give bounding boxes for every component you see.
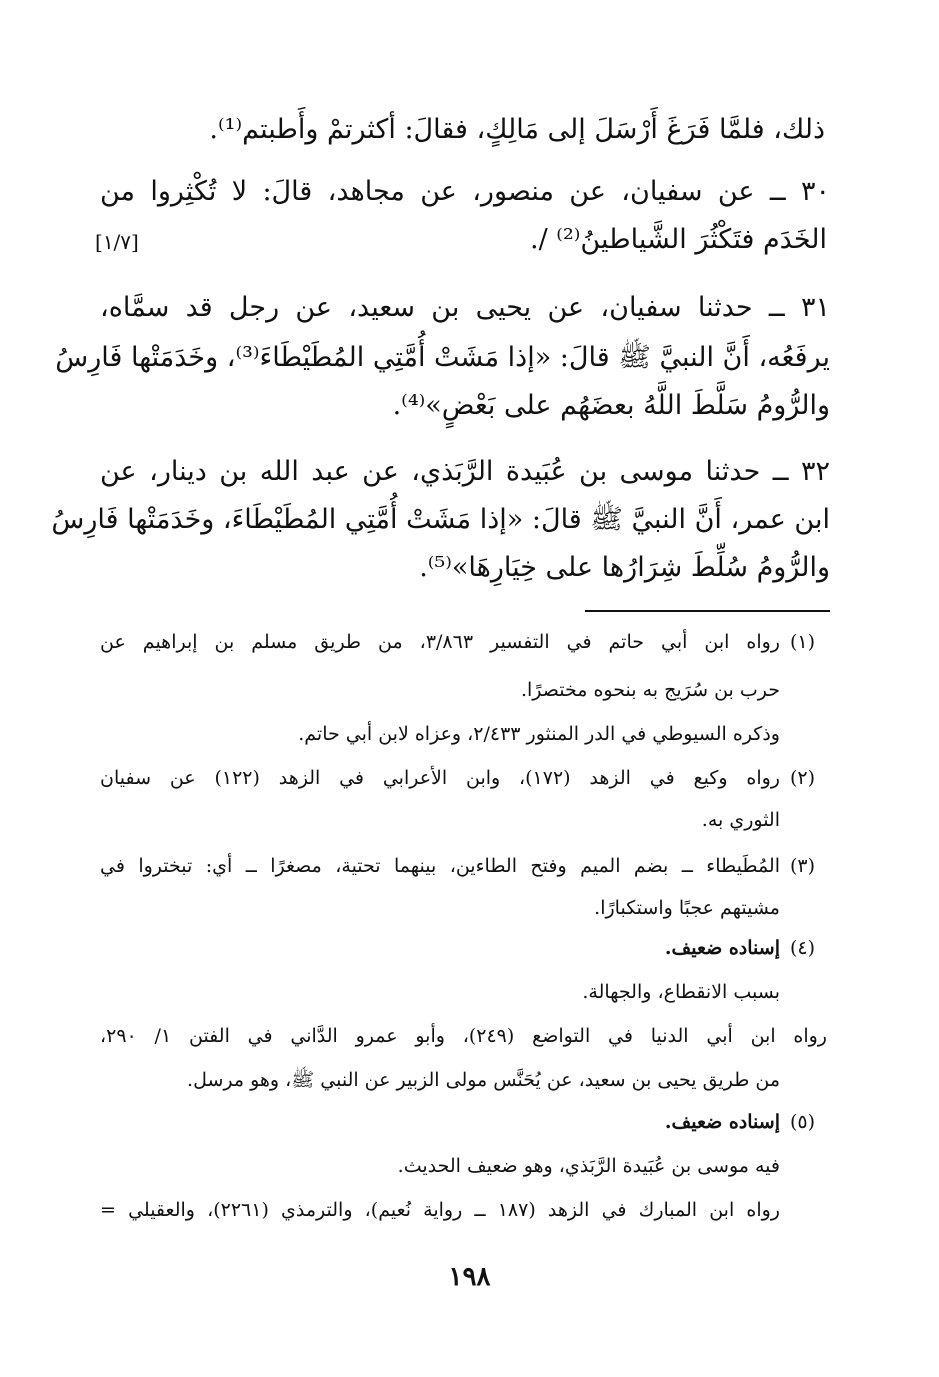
manuscript-folio-marker: [١/٧] (95, 230, 139, 254)
footnote-line: فيه موسى بن عُبَيدة الرَّبَذي، وهو ضعيف الحديث. (397, 1155, 780, 1177)
hadith-30-line: الخَدَم فتَكْثُرَ الشَّياطينُ⁽²⁾ /. (530, 224, 827, 255)
hadith-31-line: والرُّومُ سَلَّطَ اللَّهُ بعضَهُم على بَعْضٍ»⁽⁴⁾. (392, 390, 830, 421)
footnote-number: (٤) (790, 937, 816, 959)
footnote-number: (١) (790, 631, 816, 653)
hadith-32-line: ٣٢ ــ حدثنا موسى بن عُبَيدة الرَّبَذي، عن عبد الله بن دينار، عن (100, 456, 830, 487)
footnote-line: حرب بن سُرَيج به بنحوه مختصرًا. (520, 679, 780, 701)
footnote-line: إسناده ضعيف. (664, 1111, 780, 1133)
hadith-32-line: والرُّومُ سُلِّطَ شِرَارُها على خِيَارِهَا»⁽⁵⁾. (419, 552, 830, 583)
footnote-line: الثوري به. (701, 809, 780, 831)
main-line: ذلك، فلمَّا فَرَغَ أَرْسَلَ إلى مَالِكٍ، فقالَ: أكثرتمْ وأَطبتم⁽¹⁾. (209, 114, 825, 145)
footnote-line: مشيتهم عجبًا واستكبارًا. (594, 897, 780, 919)
footnote-line: من طريق يحيى بن سعيد، عن يُحَنَّس مولى الزبير عن النبي ﷺ، وهو مرسل. (187, 1069, 780, 1091)
footnote-line: رواه ابن أبي الدنيا في التواضع (٢٤٩)، وأبو عمرو الدَّاني في الفتن ١/ ٢٩٠، (100, 1025, 827, 1047)
footnote-line: رواه ابن المبارك في الزهد (١٨٧ ــ رواية نُعيم)، والترمذي (٢٢٦١)، والعقيلي = (100, 1199, 780, 1221)
footnote-line: رواه ابن أبي حاتم في التفسير ٣/٨٦٣، من طريق مسلم بن إبراهيم عن (100, 631, 780, 653)
footnote-line: إسناده ضعيف. (664, 937, 780, 959)
hadith-31-line: ٣١ ــ حدثنا سفيان، عن يحيى بن سعيد، عن رجل قد سمَّاه، (100, 292, 830, 323)
footnote-line: وذكره السيوطي في الدر المنثور ٢/٤٣٣، وعزاه لابن أبي حاتم. (298, 723, 780, 745)
footnote-line: بسبب الانقطاع، والجهالة. (582, 981, 780, 1003)
footnote-line: رواه وكيع في الزهد (١٧٢)، وابن الأعرابي في الزهد (١٢٢) عن سفيان (100, 767, 780, 789)
footnote-number: (٥) (790, 1111, 816, 1133)
hadith-31-line: يرفَعُه، أَنَّ النبيَّ ﷺ قالَ: «إذا مَشَتْ أُمَّتِي المُطَيْطَاءَ⁽³⁾، وخَدَمَتْها فَارِسُ (55, 342, 830, 373)
page-number: ١٩٨ (448, 1262, 491, 1292)
footnote-number: (٣) (790, 855, 816, 877)
footnote-number: (٢) (790, 767, 816, 789)
footnote-separator (585, 610, 830, 612)
hadith-32-line: ابن عمر، أَنَّ النبيَّ ﷺ قالَ: «إذا مَشَتْ أُمَّتِي المُطَيْطَاءَ، وخَدَمَتْها فَارِسُ (51, 504, 830, 535)
footnote-line: المُطَيطاء ــ بضم الميم وفتح الطاءين، بينهما تحتية، مصغرًا ــ أي: تبختروا في (100, 855, 780, 877)
hadith-30-line: ٣٠ ــ عن سفيان، عن منصور، عن مجاهد، قالَ: لا تُكْثِروا من (100, 176, 830, 207)
